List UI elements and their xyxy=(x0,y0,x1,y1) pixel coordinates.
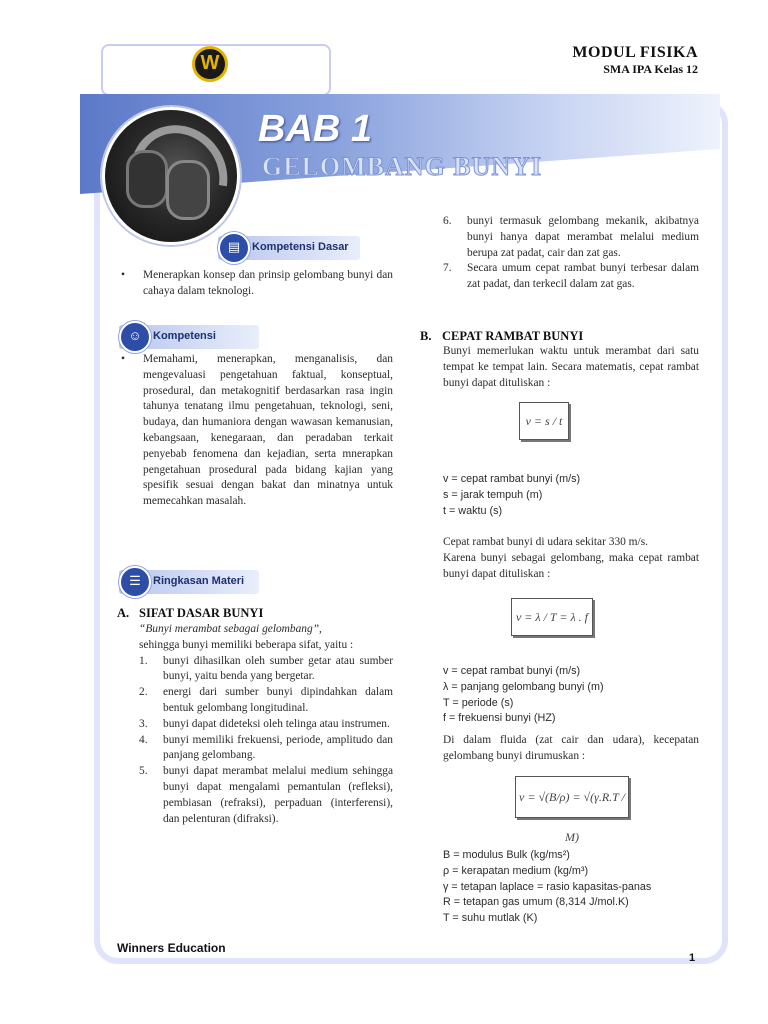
definition: t = waktu (s) xyxy=(443,504,503,517)
chapter-title: GELOMBANG BUNYI xyxy=(262,152,543,181)
definition: R = tetapan gas umum (8,314 J/mol.K) xyxy=(443,896,629,909)
item-number: 3. xyxy=(139,717,148,730)
formula-wavelength: v = λ / T = λ . f xyxy=(511,598,593,636)
kompetensi-dasar-list xyxy=(117,268,393,300)
item-text: energi dari sumber bunyi dipindahkan dalam bentuk gelombang longitudinal. xyxy=(163,686,393,714)
definition: ρ = kerapatan medium (kg/m³) xyxy=(443,864,589,877)
book-icon: ▤ xyxy=(218,232,250,264)
formula-fluid: v = √(B/ρ) = √(γ.R.T / M) xyxy=(515,776,629,818)
list-item: • Menerapkan konsep dan prinsip gelombang bunyi dan cahaya dalam teknologi. xyxy=(117,268,393,300)
item-number: 1. xyxy=(139,654,148,667)
formula-wavelength-definitions xyxy=(443,664,699,727)
list-item xyxy=(139,733,393,765)
definition: v = cepat rambat bunyi (m/s) xyxy=(443,473,581,485)
paragraph: Karena bunyi sebagai gelombang, maka cepat rambat bunyi dapat dituliskan : xyxy=(443,551,699,580)
headphone-cup-icon xyxy=(166,160,210,220)
section-a-letter: A. xyxy=(117,606,130,620)
section-b-title: CEPAT RAMBAT BUNYI xyxy=(442,329,584,343)
list-item xyxy=(139,654,393,686)
page-number: 1 xyxy=(689,952,696,964)
section-a-body xyxy=(139,622,393,827)
winners-logo xyxy=(192,46,228,82)
kompetensi-heading xyxy=(119,325,259,349)
formula-fluid-definitions xyxy=(443,848,709,927)
module-subtitle: SMA IPA Kelas 12 xyxy=(603,62,698,76)
item-text: bunyi memiliki frekuensi, periode, amplitudo dan panjang gelombang. xyxy=(163,733,393,762)
definition: γ = tetapan laplace = rasio kapasitas-panas xyxy=(443,880,652,893)
item-text: bunyi dihasilkan oleh sumber getar atau sumber bunyi, yaitu benda yang bergetar. xyxy=(163,654,393,683)
section-b-para3: Di dalam fluida (zat cair dan udara), kecepatan gelombang bunyi dirumuskan : xyxy=(443,734,699,762)
item-number: 4. xyxy=(139,733,148,746)
definition: T = suhu mutlak (K) xyxy=(443,912,538,925)
paragraph: Cepat rambat bunyi di udara sekitar 330 m/s. xyxy=(443,536,648,548)
section-a-intro: sehingga bunyi memiliki beberapa sifat, yaitu : xyxy=(139,638,354,651)
item-text: bunyi termasuk gelombang mekanik, akibatnya bunyi hanya dapat merambat melalui medium berupa zat padat, cair dan zat gas. xyxy=(467,215,699,259)
section-b-heading xyxy=(420,329,583,344)
definition: f = frekuensi bunyi (HZ) xyxy=(443,712,556,725)
ringkasan-materi-heading xyxy=(119,570,259,594)
books-icon: ☰ xyxy=(119,566,151,598)
logo-letter: W xyxy=(200,52,220,74)
chapter-number: BAB 1 xyxy=(258,108,373,150)
list-item: • Memahami, menerapkan, menganalisis, dan mengevaluasi pengetahuan faktual, konseptual, prosedural, dan metakognitif berdasarkan rasa ingin tahunya tenatang ilmu pengetahuan, teknologi, seni, budaya, dan humaniora dengan wawasan kemanusian, kebangsaan, kenegaraan, dan peradaban terkait penyebab fenomena dan kejadian, serta mnerapkan pengetahuan prosedural pada bidang kajian yang spesifik sesuai dengan bakat dan minatnya untuk memecahkan masalah. xyxy=(117,352,393,510)
item-text: bunyi dapat merambat melalui medium sehingga bunyi dapat mengalami pemantulan (refleksi), pembiasan (refraksi), perpaduan (interferensi), dan pelenturan (difraksi). xyxy=(163,765,393,825)
item-text: bunyi dapat dideteksi oleh telinga atau instrumen. xyxy=(163,717,390,730)
definition: v = cepat rambat bunyi (m/s) xyxy=(443,665,581,677)
kompetensi-label: Kompetensi xyxy=(153,330,216,342)
kompetensi-dasar-label: Kompetensi Dasar xyxy=(252,241,349,253)
kompetensi-dasar-heading xyxy=(218,236,360,260)
list-item xyxy=(139,764,393,827)
list-item xyxy=(139,685,393,717)
formula-speed: v = s / t xyxy=(519,402,569,440)
section-a-quote: “Bunyi merambat sebagai gelombang”, xyxy=(139,623,322,635)
item-number: 5. xyxy=(139,765,148,778)
formula-speed-definitions xyxy=(443,472,699,519)
section-b-letter: B. xyxy=(420,329,432,343)
list-item xyxy=(443,214,699,261)
module-title: MODUL FISIKA xyxy=(572,44,698,61)
kompetensi-list xyxy=(117,352,393,510)
section-a-continued xyxy=(443,214,699,293)
item-text: Secara umum cepat rambat bunyi terbesar dalam zat padat, dan terkecil dalam zat gas. xyxy=(467,262,699,291)
definition: λ = panjang gelombang bunyi (m) xyxy=(443,680,604,693)
definition: T = periode (s) xyxy=(443,696,514,709)
section-a-heading xyxy=(117,606,263,621)
definition: s = jarak tempuh (m) xyxy=(443,488,543,501)
section-b-intro: Bunyi memerlukan waktu untuk merambat dari satu tempat ke tempat lain. Secara matematis, cepat rambat bunyi dapat dituliskan : xyxy=(443,345,699,389)
list-item xyxy=(139,717,393,733)
item-number: 2. xyxy=(139,686,148,699)
section-a-title: SIFAT DASAR BUNYI xyxy=(139,606,264,620)
reader-icon: ☺ xyxy=(119,321,151,353)
headphone-cup-icon xyxy=(126,150,168,208)
section-b-para2 xyxy=(443,535,699,582)
item-number: 6. xyxy=(443,215,452,227)
footer-brand: Winners Education xyxy=(117,941,226,955)
list-item xyxy=(443,261,699,293)
item-number: 7. xyxy=(443,262,452,275)
definition: B = modulus Bulk (kg/ms²) xyxy=(443,849,570,861)
ringkasan-materi-label: Ringkasan Materi xyxy=(153,575,245,587)
